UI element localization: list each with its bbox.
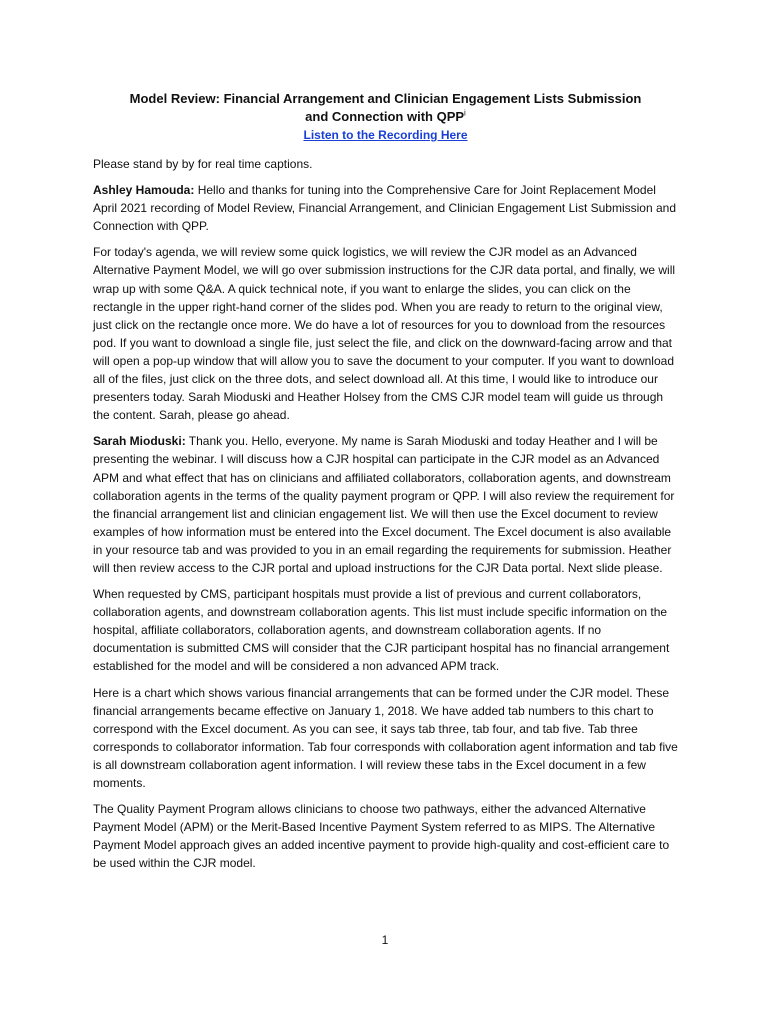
paragraph-3: [93, 243, 678, 424]
paragraph-4: [93, 432, 678, 577]
recording-link-line: [93, 126, 678, 144]
title-footnote-marker: i: [464, 108, 466, 118]
paragraph-text: When requested by CMS, participant hospitals must provide a list of previous and current collaborators, collaboration agents, and downstream collaboration agents. This list must include specific information on the hospital, affiliate collaborators, collaboration agents, and downstream collaboration agents. If no documentation is submitted CMS will consider that the CJR participant hospital has no financial arrangement established for the model and will be considered a non advanced APM track.: [93, 587, 670, 674]
paragraph-text: Please stand by by for real time captions.: [93, 157, 313, 171]
paragraph-text: The Quality Payment Program allows clinicians to choose two pathways, either the advanced Alternative Payment Model (APM) or the Merit-Based Incentive Payment System referred to as MIPS. The Alternative Payment Model approach gives an added incentive payment to provide high-quality and cost-efficient care to be used within the CJR model.: [93, 802, 670, 871]
title-line-2: and Connection with QPP: [305, 109, 465, 124]
paragraph-text: Hello and thanks for tuning into the Comprehensive Care for Joint Replacement Model April 2021 recording of Model Review, Financial Arrangement, and Clinician Engagement List Submission and Connection with QPP.: [93, 183, 676, 234]
recording-link[interactable]: Listen to the Recording Here: [303, 128, 468, 142]
paragraph-text: Thank you. Hello, everyone. My name is Sarah Mioduski and today Heather and I will be presenting the webinar. I will discuss how a CJR hospital can participate in the CJR model as an Advanced APM and what effect that has on clinicians and affiliated collaborators, collaboration agents, and downstream collaboration agents in the terms of the quality payment program or QPP. I will also review the requirement for the financial arrangement list and clinician engagement list. We will then use the Excel document to review examples of how information must be entered into the Excel document. The Excel document is also available in your resource tab and was provided to you in an email regarding the requirements for submission. Heather will then review access to the CJR portal and upload instructions for the CJR Data portal. Next slide please.: [93, 434, 675, 575]
document-title: [93, 90, 678, 126]
paragraph-1: [93, 155, 678, 173]
speaker-name: Ashley Hamouda:: [93, 183, 195, 198]
paragraph-7: [93, 800, 678, 872]
paragraph-6: [93, 684, 678, 793]
speaker-name: Sarah Mioduski:: [93, 434, 186, 449]
page-number: 1: [381, 933, 389, 947]
document-content: [93, 90, 678, 880]
paragraph-text: For today's agenda, we will review some quick logistics, we will review the CJR model as an Advanced Alternative Payment Model, we will go over submission instructions for the CJR data portal, and finally, we will wrap up with some Q&A. A quick technical note, if you want to enlarge the slides, you can click on the rectangle in the upper right-hand corner of the slides pod. When you are ready to return to the original view, just click on the rectangle once more. We do have a lot of resources for you to download from the resources pod. If you want to download a single file, just select the file, and click on the downward-facing arrow and that will open a pop-up window that will allow you to save the document to your computer. If you want to download all of the files, just click on the three dots, and select download all. At this time, I would like to introduce our presenters today. Sarah Mioduski and Heather Holsey from the CMS CJR model team will guide us through the content. Sarah, please go ahead.: [93, 245, 676, 423]
paragraph-5: [93, 585, 678, 675]
paragraph-text: Here is a chart which shows various financial arrangements that can be formed under the CJR model. These financial arrangements became effective on January 1, 2018. We have added tab numbers to this chart to correspond with the Excel document. As you can see, it says tab three, tab four, and tab five. Tab three corresponds to collaborator information. Tab four corresponds with collaboration agent information and tab five is all downstream collaboration agent information. I will review these tabs in the Excel document in a few moments.: [93, 685, 678, 790]
title-line-1: Model Review: Financial Arrangement and Clinician Engagement Lists Submission: [129, 91, 642, 106]
paragraph-2: [93, 181, 678, 235]
